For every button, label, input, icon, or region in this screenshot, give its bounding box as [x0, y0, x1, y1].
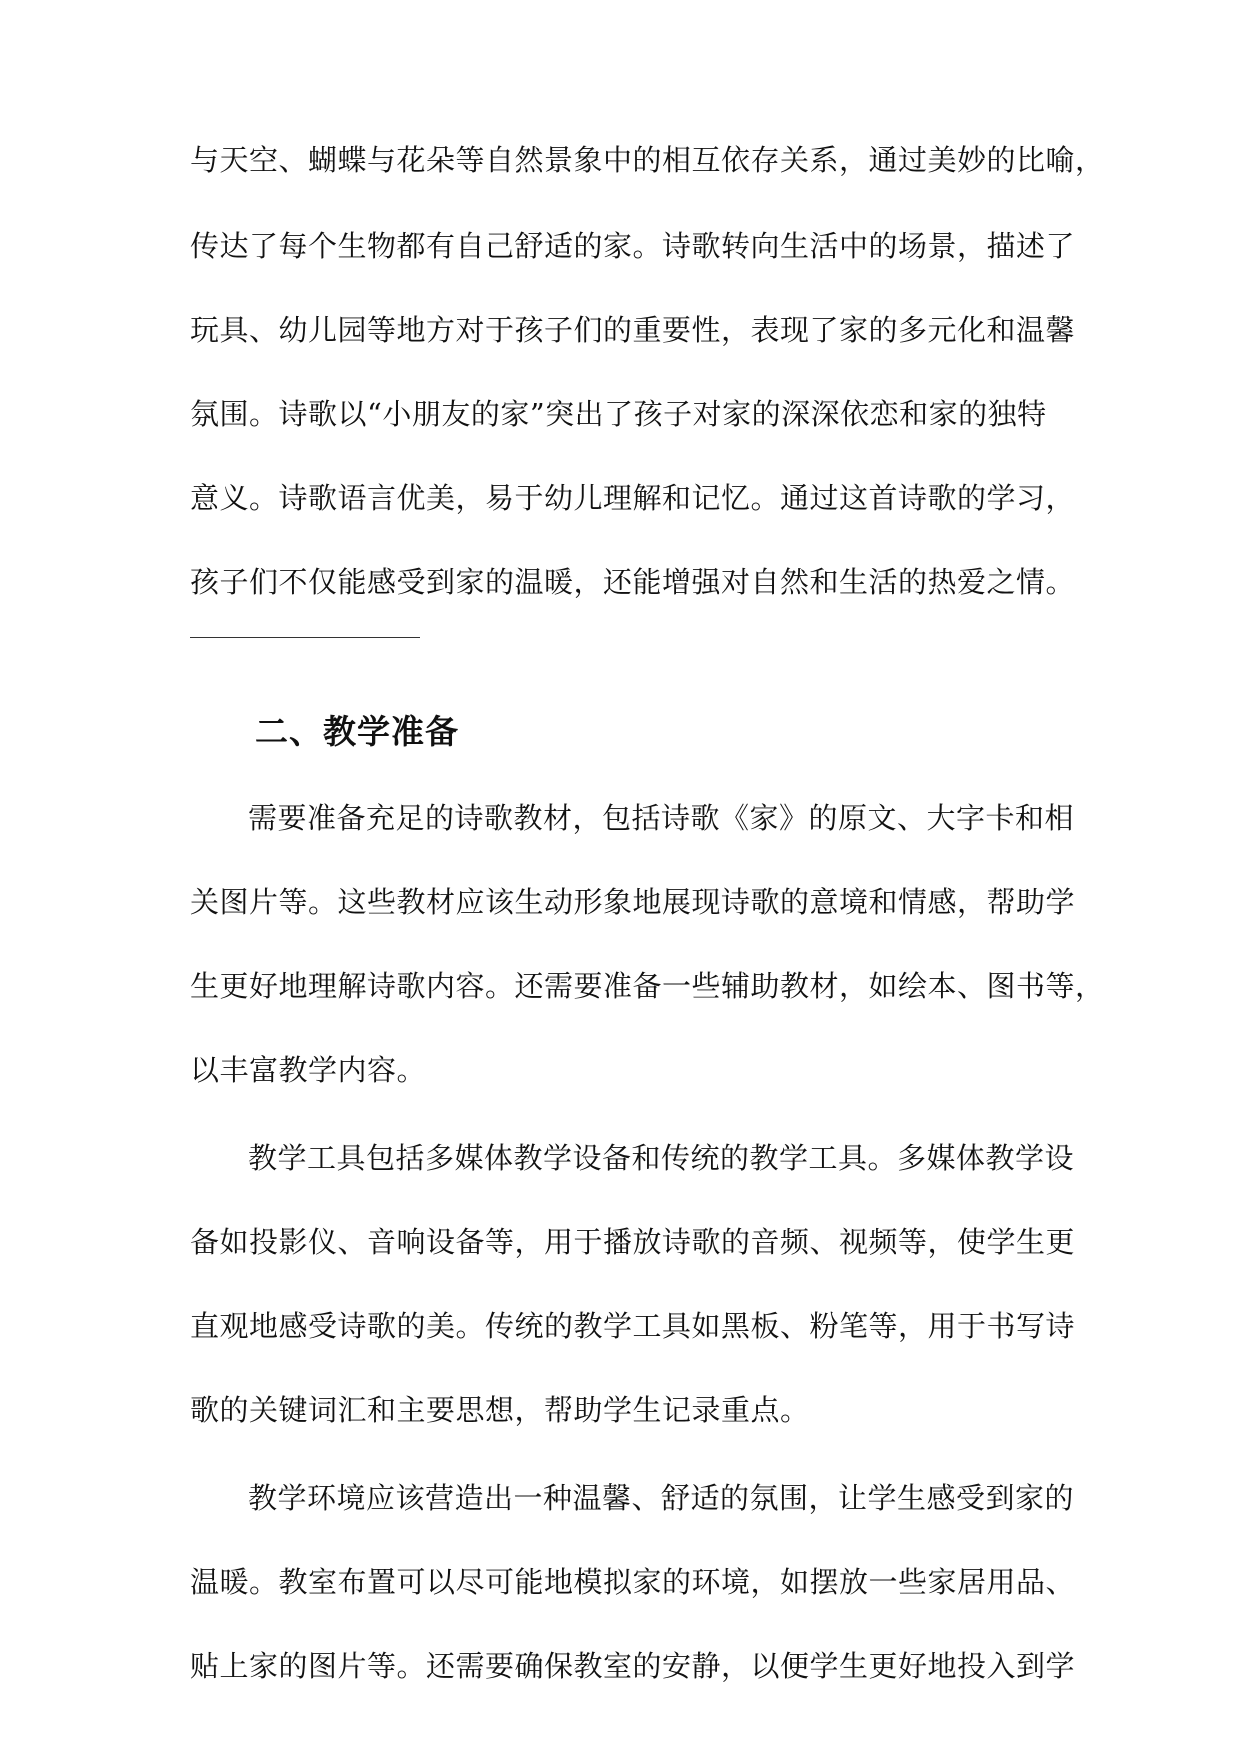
intro-line: 孩子们不仅能感受到家的温暖，还能增强对自然和生活的热爱之情。	[190, 565, 1076, 599]
paragraph-line: 教学工具包括多媒体教学设备和传统的教学工具。多媒体教学设	[248, 1141, 1075, 1175]
intro-line: 意义。诗歌语言优美，易于幼儿理解和记忆。通过这首诗歌的学习，	[190, 481, 1076, 515]
paragraph-line: 以丰富教学内容。	[190, 1053, 427, 1087]
paragraph-line: 教学环境应该营造出一种温馨、舒适的氛围，让学生感受到家的	[248, 1481, 1075, 1515]
paragraph-line: 歌的关键词汇和主要思想，帮助学生记录重点。	[190, 1393, 810, 1427]
paragraph-line: 贴上家的图片等。还需要确保教室的安静，以便学生更好地投入到学	[190, 1649, 1076, 1683]
paragraph-line: 关图片等。这些教材应该生动形象地展现诗歌的意境和情感，帮助学	[190, 885, 1076, 919]
paragraph-line: 温暖。教室布置可以尽可能地模拟家的环境，如摆放一些家居用品、	[190, 1565, 1076, 1599]
intro-line: 与天空、蝴蝶与花朵等自然景象中的相互依存关系，通过美妙的比喻，	[190, 143, 1105, 177]
paragraph-line: 直观地感受诗歌的美。传统的教学工具如黑板、粉笔等，用于书写诗	[190, 1309, 1076, 1343]
paragraph-line: 备如投影仪、音响设备等，用于播放诗歌的音频、视频等，使学生更	[190, 1225, 1076, 1259]
intro-line: 玩具、幼儿园等地方对于孩子们的重要性，表现了家的多元化和温馨	[190, 313, 1076, 347]
intro-line: 氛围。诗歌以“小朋友的家”突出了孩子对家的深深依恋和家的独特	[190, 397, 1047, 431]
section-heading: 二、教学准备	[255, 712, 459, 751]
section-divider	[190, 637, 420, 638]
paragraph-line: 需要准备充足的诗歌教材，包括诗歌《家》的原文、大字卡和相	[248, 801, 1075, 835]
intro-line: 传达了每个生物都有自己舒适的家。诗歌转向生活中的场景，描述了	[190, 229, 1076, 263]
paragraph-line: 生更好地理解诗歌内容。还需要准备一些辅助教材，如绘本、图书等，	[190, 969, 1105, 1003]
